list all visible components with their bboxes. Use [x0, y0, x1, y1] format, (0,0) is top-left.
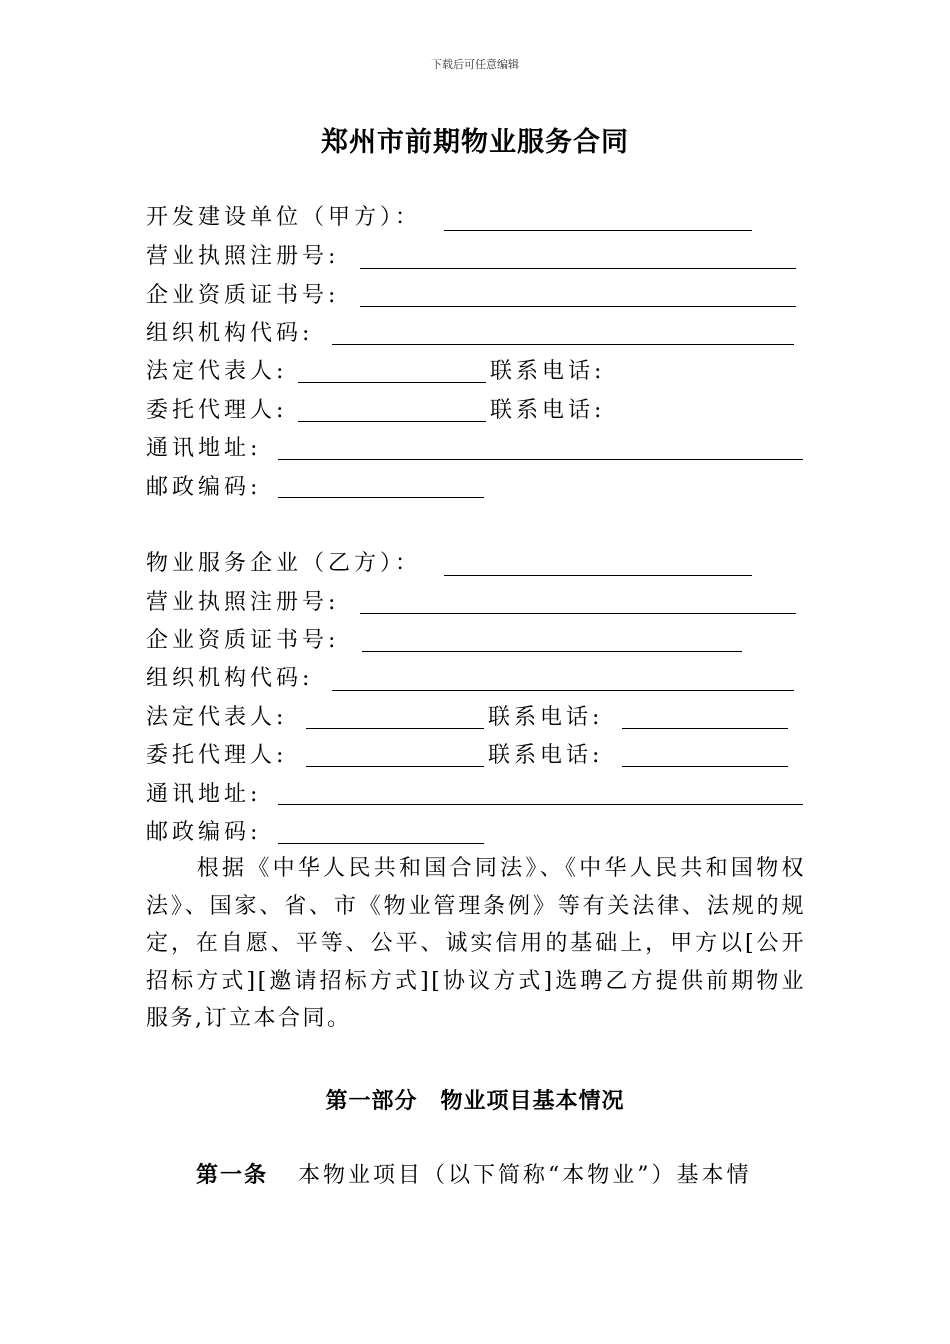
party-b-org-code-label: 组织机构代码: [146, 666, 314, 691]
preamble-text: 根据《中华人民共和国合同法》、《中华人民共和国物权法》、国家、省、市《物业管理条例》等有关法律、法规的规定，在自愿、平等、公平、诚实信用的基础上，甲方以[公开招标方式][邀请招标方式][协议方式]选聘乙方提供前期物业服务,订立本合同。 [146, 856, 806, 1031]
party-b-agent-blank[interactable] [306, 766, 484, 767]
party-a-phone-label-1: 联系电话: [490, 359, 606, 384]
party-a-phone-label-2: 联系电话: [490, 398, 606, 423]
party-a-address-label: 通讯地址: [146, 436, 262, 461]
party-a-legal-rep-label: 法定代表人: [146, 359, 288, 384]
header-note: 下载后可任意编辑 [431, 58, 519, 71]
party-b-postcode-blank[interactable] [278, 843, 484, 844]
party-b-agent-label: 委托代理人: [146, 743, 288, 768]
party-b-phone-blank-2[interactable] [622, 766, 788, 767]
party-a-license-blank[interactable] [360, 268, 796, 269]
article-1-number: 第一条 [196, 1162, 269, 1188]
party-b-qualification-blank[interactable] [362, 651, 742, 652]
party-b-address-label: 通讯地址: [146, 782, 262, 807]
party-a-license-label: 营业执照注册号: [146, 244, 340, 269]
party-b-license-label: 营业执照注册号: [146, 590, 340, 615]
party-a-address-blank[interactable] [278, 459, 803, 460]
party-a-postcode-label: 邮政编码: [146, 475, 262, 500]
party-b-legal-rep-blank[interactable] [306, 728, 484, 729]
party-b-license-blank[interactable] [360, 613, 796, 614]
party-a-org-code-label: 组织机构代码: [146, 321, 314, 346]
party-b-postcode-label: 邮政编码: [146, 820, 262, 845]
article-1-text: 本物业项目（以下简称“本物业”）基本情 [298, 1163, 752, 1188]
party-a-agent-blank[interactable] [298, 421, 486, 422]
party-b-address-blank[interactable] [278, 804, 803, 805]
party-b-legal-rep-label: 法定代表人: [146, 705, 288, 730]
party-a-legal-rep-blank[interactable] [298, 382, 486, 383]
party-b-name-label: 物业服务企业（乙方）： [146, 551, 422, 576]
party-b-phone-label-1: 联系电话: [488, 705, 604, 730]
party-a-qualification-blank[interactable] [360, 306, 796, 307]
party-a-qualification-label: 企业资质证书号: [146, 283, 340, 308]
party-b-org-code-blank[interactable] [332, 690, 794, 691]
party-a-name-blank[interactable] [444, 230, 752, 231]
preamble-paragraph [146, 850, 806, 1038]
section-title: 第一部分 物业项目基本情况 [325, 1088, 625, 1114]
article-1 [196, 1160, 816, 1191]
party-a-agent-label: 委托代理人: [146, 398, 288, 423]
party-b-qualification-label: 企业资质证书号: [146, 628, 340, 653]
party-a-postcode-blank[interactable] [278, 497, 484, 498]
party-b-name-blank[interactable] [444, 575, 752, 576]
party-a-name-label: 开发建设单位（甲方）： [146, 205, 422, 230]
party-a-org-code-blank[interactable] [332, 344, 794, 345]
document-title: 郑州市前期物业服务合同 [321, 127, 629, 158]
party-b-phone-label-2: 联系电话: [488, 743, 604, 768]
party-b-phone-blank-1[interactable] [622, 728, 788, 729]
